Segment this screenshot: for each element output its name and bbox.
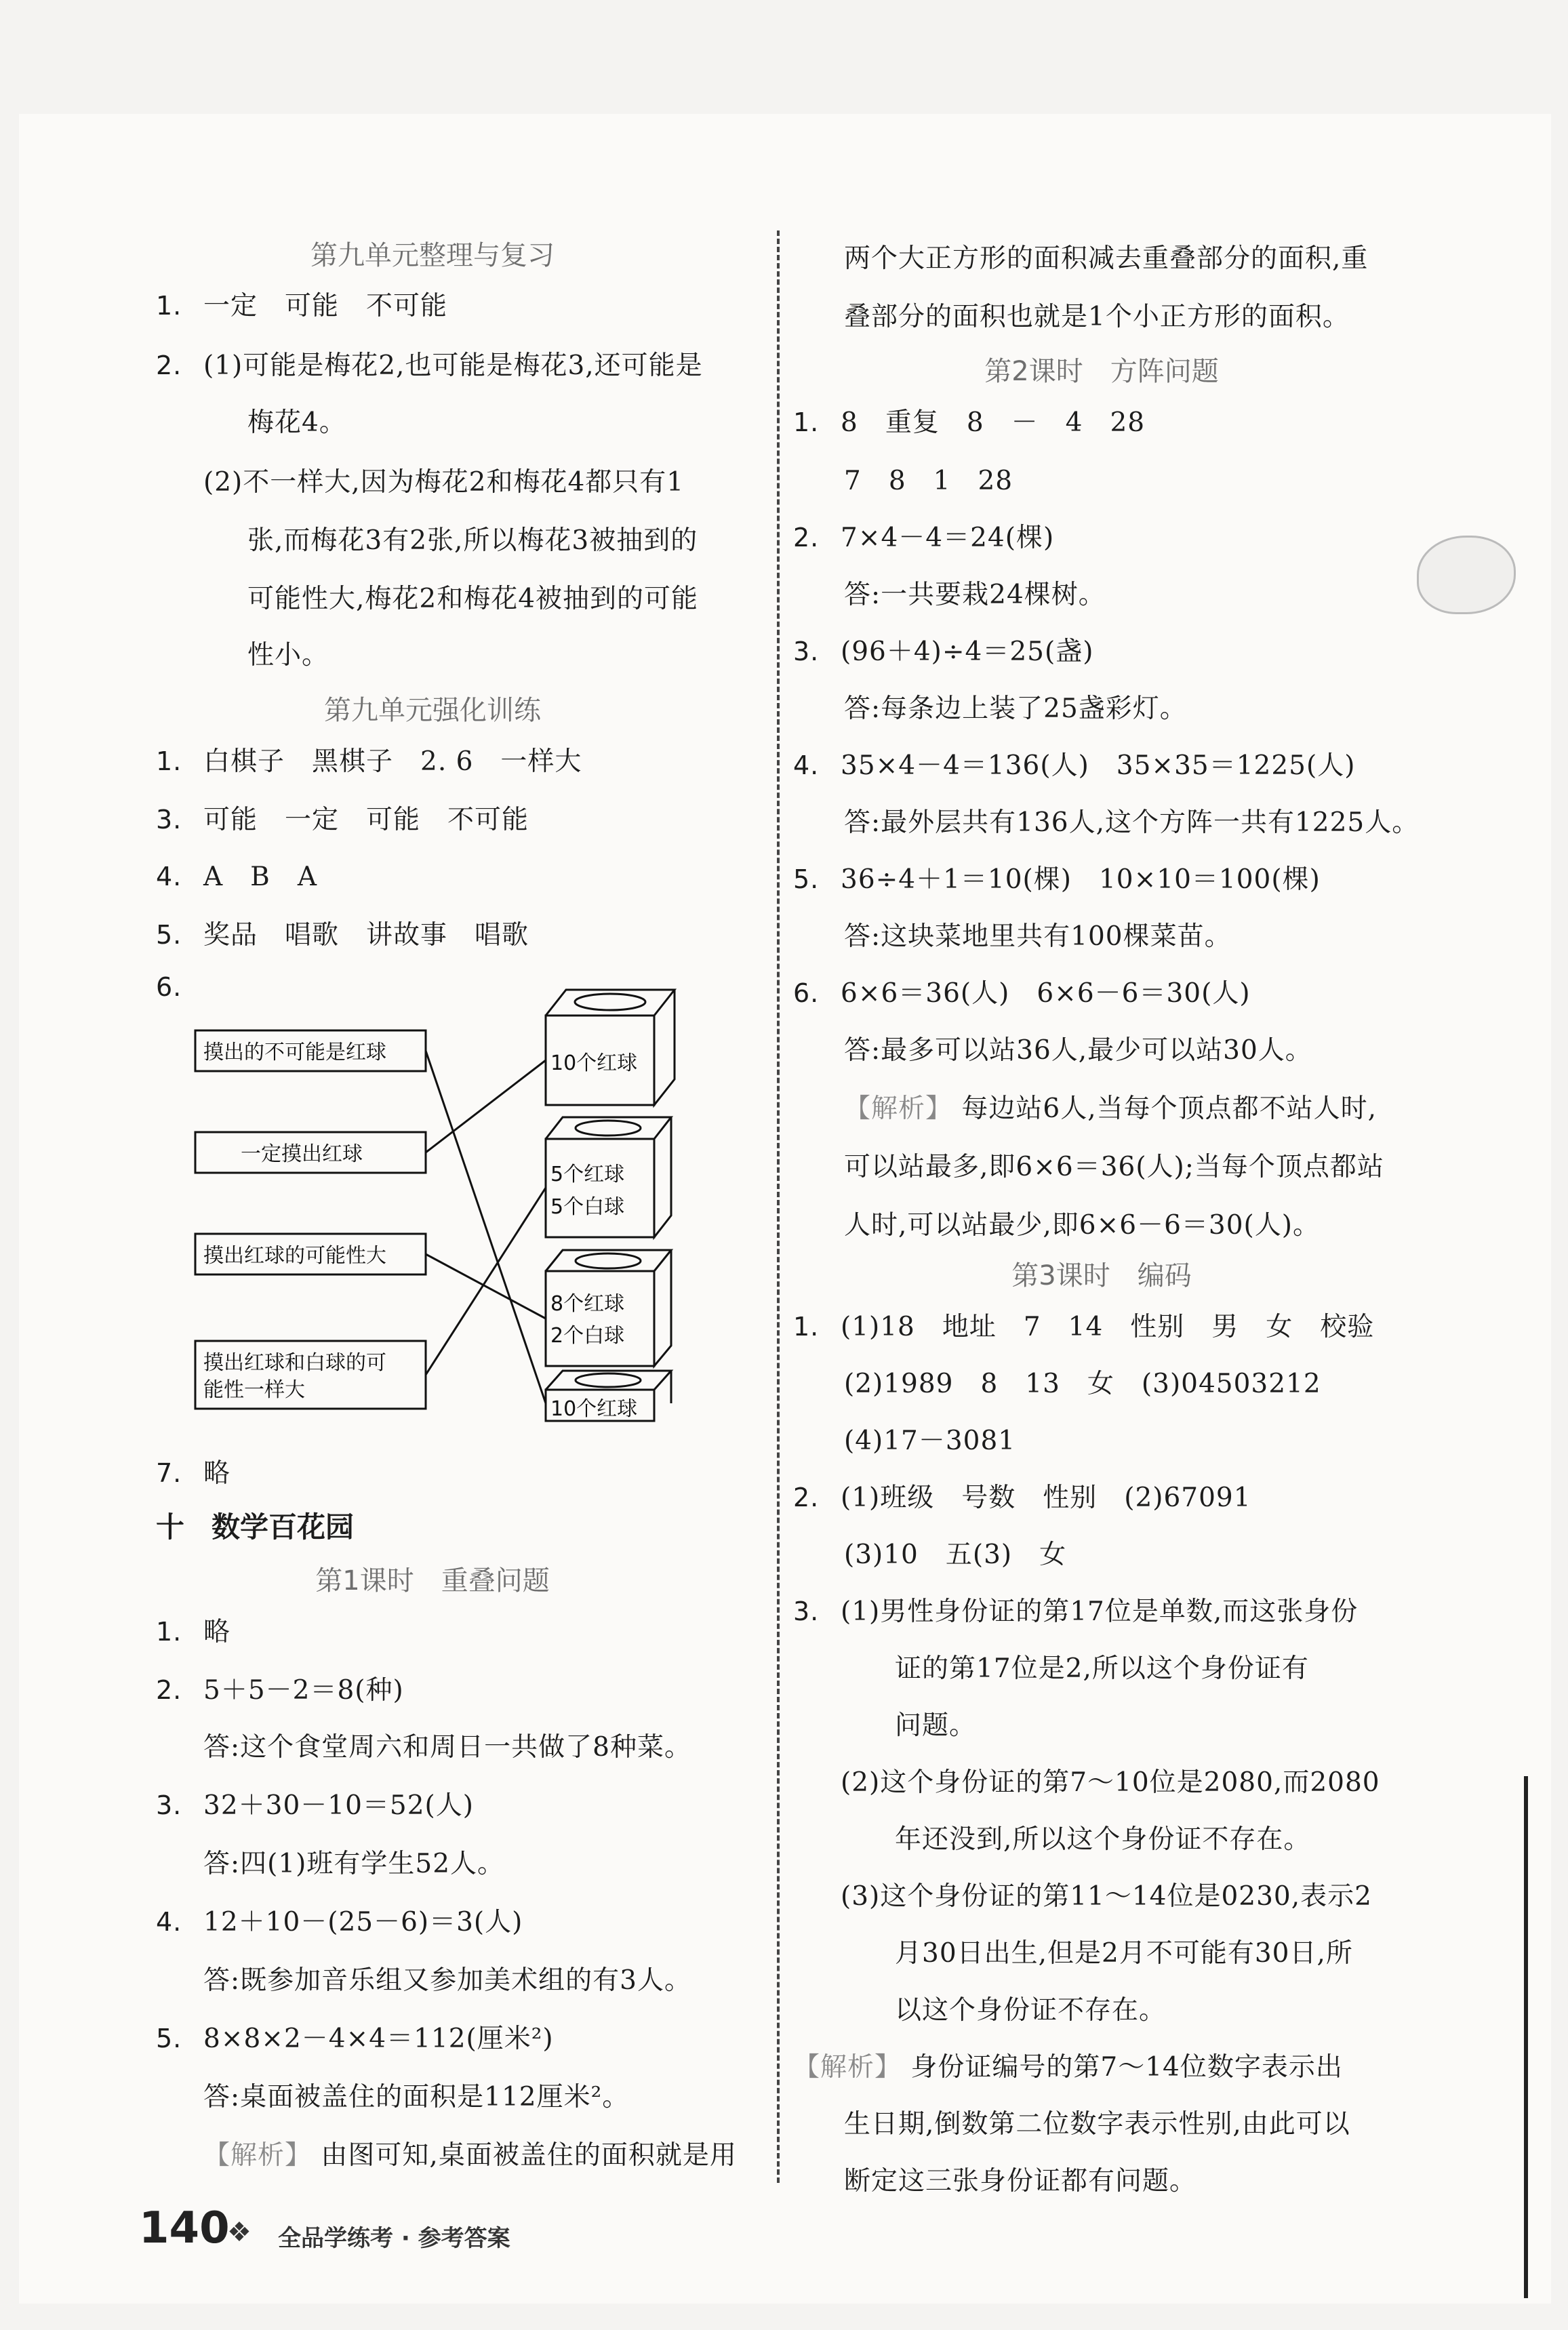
answer-line: 7 8 1 28 (844, 466, 1013, 496)
label-text-4b: 能性一样大 (203, 1378, 305, 1402)
answer-line: 6. (156, 972, 182, 1002)
answer-line: 月30日出生,但是2月不可能有30日,所 (895, 1938, 1353, 1969)
answer-line: 答:这块菜地里共有100棵菜苗。 (844, 921, 1232, 952)
answer-line: 1. 8 重复 8 － 4 28 (793, 407, 1146, 438)
answer-line: 2. 5＋5－2＝8(种) (156, 1675, 404, 1706)
analysis-line: 【解析】 身份证编号的第7～14位数字表示出 (793, 2052, 1343, 2083)
section-title-training: 第九单元强化训练 (324, 695, 541, 726)
right-edge-bar (1524, 1776, 1528, 2298)
cube-text-2b: 5个白球 (550, 1195, 625, 1219)
answer-line: (2)不一样大,因为梅花2和梅花4都只有1 (203, 467, 685, 498)
answer-line: 5. 8×8×2－4×4＝112(厘米²) (156, 2024, 554, 2054)
cube-text-1: 10个红球 (550, 1051, 638, 1075)
answer-line: 4. 35×4－4＝136(人) 35×35＝1225(人) (793, 750, 1356, 781)
answer-line: 梅花4。 (247, 407, 346, 438)
answer-line: 证的第17位是2,所以这个身份证有 (895, 1653, 1309, 1684)
column-divider (777, 230, 780, 2183)
answer-line: 张,而梅花3有2张,所以梅花3被抽到的 (247, 525, 698, 556)
answer-line: 性小。 (247, 640, 329, 670)
analysis-line: 【解析】 由图可知,桌面被盖住的面积就是用 (203, 2140, 737, 2171)
answer-line: 1. (1)18 地址 7 14 性别 男 女 校验 (793, 1312, 1375, 1342)
stamp-mark (1417, 536, 1516, 614)
answer-line: 以这个身份证不存在。 (895, 1995, 1167, 2026)
answer-line: 答:每条边上装了25盏彩灯。 (844, 694, 1187, 724)
answer-line: (2)这个身份证的第7～10位是2080,而2080 (841, 1767, 1380, 1798)
footer-text: 全品学练考 · 参考答案 (278, 2225, 510, 2252)
analysis-line: 可以站最多,即6×6＝36(人);当每个顶点都站 (844, 1152, 1384, 1182)
label-text-4a: 摸出红球和白球的可 (203, 1351, 386, 1375)
answer-line: 4. A B A (156, 862, 317, 892)
section-title-lesson3: 第3课时 编码 (1011, 1260, 1192, 1291)
answer-line: 1. 白棋子 黑棋子 2. 6 一样大 (156, 746, 582, 777)
answer-line: 可能性大,梅花2和梅花4被抽到的可能 (247, 584, 699, 614)
answer-line: 答:这个食堂周六和周日一共做了8种菜。 (203, 1732, 691, 1763)
page-number: 140 (139, 2203, 230, 2253)
cube-text-3a: 8个红球 (550, 1292, 625, 1316)
answer-line: 两个大正方形的面积减去重叠部分的面积,重 (844, 243, 1369, 274)
section-title-review: 第九单元整理与复习 (310, 240, 555, 271)
cube-text-2a: 5个红球 (550, 1163, 625, 1186)
answer-line: 7. 略 (156, 1458, 231, 1489)
analysis-line: 断定这三张身份证都有问题。 (844, 2166, 1197, 2196)
label-text-2: 一定摸出红球 (241, 1142, 363, 1166)
label-text-1: 摸出的不可能是红球 (203, 1041, 386, 1064)
answer-line: 答:既参加音乐组又参加美术组的有3人。 (203, 1965, 691, 1996)
analysis-line: 【解析】 每边站6人,当每个顶点都不站人时, (844, 1093, 1378, 1124)
analysis-line: 人时,可以站最少,即6×6－6＝30(人)。 (844, 1210, 1320, 1241)
answer-line: 答:最外层共有136人,这个方阵一共有1225人。 (844, 807, 1420, 838)
section-title-lesson1: 第1课时 重叠问题 (315, 1565, 550, 1596)
answer-line: 3. (96＋4)÷4＝25(盏) (793, 637, 1094, 667)
answer-line: 3. (1)男性身份证的第17位是单数,而这张身份 (793, 1596, 1359, 1627)
cube-box-1 (546, 990, 675, 1105)
answer-line: 1. 略 (156, 1617, 231, 1647)
answer-line: (2)1989 8 13 女 (3)04503212 (844, 1369, 1321, 1399)
analysis-line: 生日期,倒数第二位数字表示性别,由此可以 (844, 2109, 1350, 2140)
answer-line: 5. 36÷4＋1＝10(棵) 10×10＝100(棵) (793, 864, 1321, 895)
answer-line: 3. 32＋30－10＝52(人) (156, 1790, 474, 1821)
answer-line: 5. 奖品 唱歌 讲故事 唱歌 (156, 920, 529, 950)
answer-line: (3)这个身份证的第11～14位是0230,表示2 (841, 1881, 1372, 1912)
answer-line: 2. 7×4－4＝24(棵) (793, 523, 1055, 553)
answer-line: 答:四(1)班有学生52人。 (203, 1849, 505, 1879)
answer-line: 叠部分的面积也就是1个小正方形的面积。 (844, 302, 1350, 332)
answer-line: (4)17－3081 (844, 1426, 1016, 1456)
footer-diamond-icon: ❖ (227, 2217, 252, 2248)
answer-line: 4. 12＋10－(25－6)＝3(人) (156, 1907, 523, 1937)
answer-line: 6. 6×6＝36(人) 6×6－6＝30(人) (793, 978, 1251, 1009)
label-text-3: 摸出红球的可能性大 (203, 1244, 386, 1268)
answer-line: 答:一共要栽24棵树。 (844, 580, 1106, 610)
answer-line: 答:最多可以站36人,最少可以站30人。 (844, 1035, 1312, 1066)
answer-line: 问题。 (895, 1710, 977, 1741)
answer-line: 1. 一定 可能 不可能 (156, 291, 448, 321)
section-title-lesson2: 第2课时 方阵问题 (984, 356, 1219, 387)
answer-line: 3. 可能 一定 可能 不可能 (156, 805, 529, 835)
answer-line: (3)10 五(3) 女 (844, 1540, 1067, 1570)
matching-diagram (190, 969, 691, 1424)
chapter-heading: 十 数学百花园 (156, 1510, 355, 1544)
cube-text-3b: 2个白球 (550, 1324, 625, 1348)
answer-line: 2. (1)可能是梅花2,也可能是梅花3,还可能是 (156, 350, 703, 381)
answer-line: 2. (1)班级 号数 性别 (2)67091 (793, 1483, 1251, 1513)
connector-lines (426, 1051, 546, 1403)
answer-line: 答:桌面被盖住的面积是112厘米²。 (203, 2082, 630, 2112)
answer-line: 年还没到,所以这个身份证不存在。 (895, 1824, 1311, 1855)
cube-text-4: 10个红球 (550, 1397, 638, 1421)
